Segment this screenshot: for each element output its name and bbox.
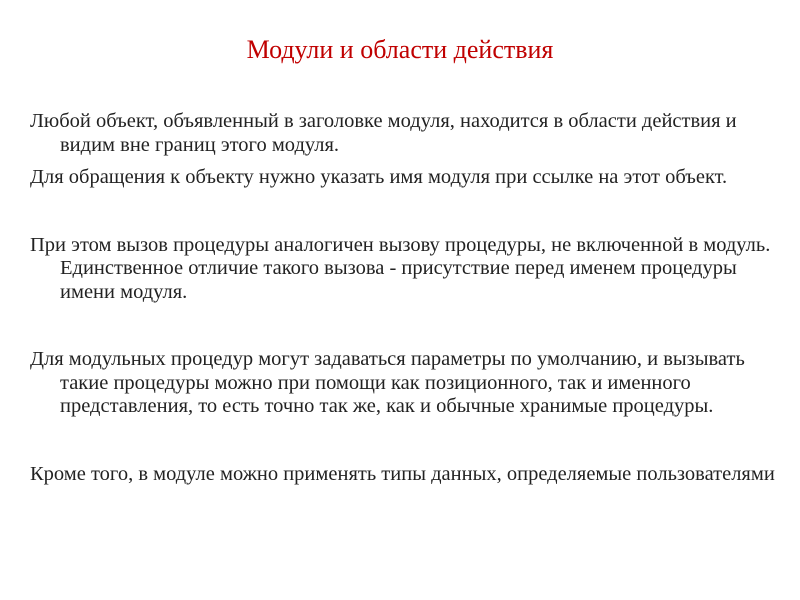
paragraph-1: Любой объект, объявленный в заголовке модуля, находится в области действия и видим вне границ этого модуля. <box>30 110 737 156</box>
paragraph-2: Для обращения к объекту нужно указать имя модуля при ссылке на этот объект. <box>30 166 728 188</box>
paragraph-5: Кроме того, в модуле можно применять типы данных, определяемые пользователями <box>30 462 775 485</box>
paragraph-4: Для модульных процедур могут задаваться параметры по умолчанию, и вызывать такие процедуры можно при помощи как позиционного, так и именного представления, то есть точно так же, как и обычные хранимые процедуры. <box>30 348 745 417</box>
paragraph-3: При этом вызов процедуры аналогичен вызову процедуры, не включенной в модуль. Единственное отличие такого вызова - присутствие перед именем процедуры имени модуля. <box>30 233 771 303</box>
slide-title: Модули и области действия <box>246 35 554 64</box>
slide-body <box>30 110 780 486</box>
